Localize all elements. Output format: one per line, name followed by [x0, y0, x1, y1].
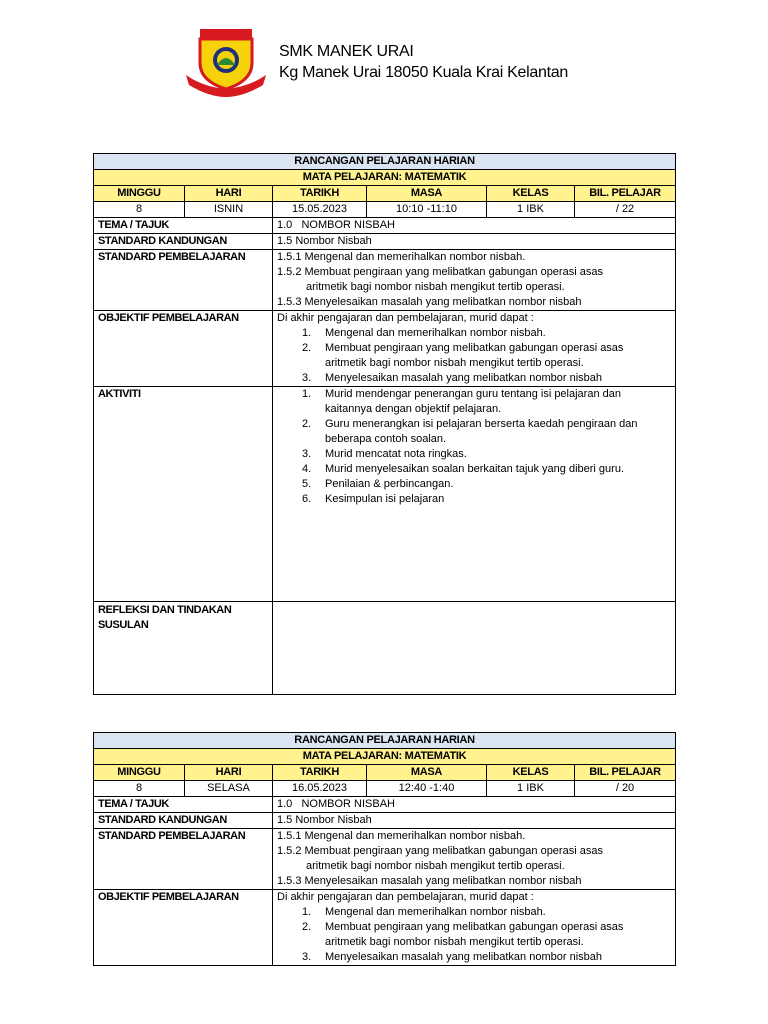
objektif-list — [273, 890, 676, 966]
aktiviti-item: 2. Guru menerangkan isi pelajaran berserta kaedah pengiraan dan — [302, 418, 638, 430]
lesson-plan-table-1 — [93, 153, 676, 695]
header-kelas: KELAS — [487, 186, 575, 202]
label-standard-pembelajaran: STANDARD PEMBELAJARAN — [94, 829, 273, 890]
label-tema: TEMA / TAJUK — [94, 218, 273, 234]
header-bil-pelajar: BIL. PELAJAR — [575, 765, 676, 781]
value-bil-pelajar: / 22 — [575, 202, 676, 218]
standard-pembelajaran-list — [273, 829, 676, 890]
header-minggu: MINGGU — [94, 765, 185, 781]
value-hari: SELASA — [185, 781, 273, 797]
label-tema: TEMA / TAJUK — [94, 797, 273, 813]
sp-item: 1.5.1 Mengenal dan memerihalkan nombor nisbah. — [277, 251, 526, 263]
plan-title: RANCANGAN PELAJARAN HARIAN — [94, 733, 676, 749]
aktiviti-item: beberapa contoh soalan. — [325, 433, 447, 445]
plan-title: RANCANGAN PELAJARAN HARIAN — [94, 154, 676, 170]
header-kelas: KELAS — [487, 765, 575, 781]
lesson-plan-table-2 — [93, 732, 676, 966]
objektif-list — [273, 311, 676, 387]
school-address: Kg Manek Urai 18050 Kuala Krai Kelantan — [279, 64, 568, 81]
school-logo — [183, 27, 269, 97]
school-name: SMK MANEK URAI — [279, 43, 414, 60]
objektif-item: 3. Menyelesaikan masalah yang melibatkan nombor nisbah — [302, 951, 602, 963]
value-tarikh: 16.05.2023 — [273, 781, 367, 797]
value-standard-kandungan: 1.5 Nombor Nisbah — [273, 234, 676, 250]
sp-item: 1.5.1 Mengenal dan memerihalkan nombor nisbah. — [277, 830, 526, 842]
aktiviti-item: 1. Murid mendengar penerangan guru tentang isi pelajaran dan — [302, 388, 621, 400]
objektif-item: 2. Membuat pengiraan yang melibatkan gabungan operasi asas — [302, 342, 624, 354]
header-masa: MASA — [367, 186, 487, 202]
standard-pembelajaran-list — [273, 250, 676, 311]
value-kelas: 1 IBK — [487, 781, 575, 797]
value-masa: 12:40 -1:40 — [367, 781, 487, 797]
label-standard-pembelajaran: STANDARD PEMBELAJARAN — [94, 250, 273, 311]
sp-item: 1.5.2 Membuat pengiraan yang melibatkan gabungan operasi asas — [277, 845, 603, 857]
aktiviti-item: kaitannya dengan objektif pelajaran. — [325, 403, 502, 415]
value-standard-kandungan: 1.5 Nombor Nisbah — [273, 813, 676, 829]
aktiviti-item: 4. Murid menyelesaikan soalan berkaitan tajuk yang diberi guru. — [302, 463, 625, 475]
header-hari: HARI — [185, 765, 273, 781]
plan-subject: MATA PELAJARAN: MATEMATIK — [94, 749, 676, 765]
sp-item: 1.5.3 Menyelesaikan masalah yang melibatkan nombor nisbah — [277, 875, 582, 887]
header-masa: MASA — [367, 765, 487, 781]
value-tarikh: 15.05.2023 — [273, 202, 367, 218]
value-tema: 1.0 NOMBOR NISBAH — [273, 218, 676, 234]
header-minggu: MINGGU — [94, 186, 185, 202]
value-masa: 10:10 -11:10 — [367, 202, 487, 218]
value-minggu: 8 — [94, 781, 185, 797]
objektif-item: 3. Menyelesaikan masalah yang melibatkan nombor nisbah — [302, 372, 602, 384]
aktiviti-list — [273, 387, 676, 602]
aktiviti-item: 3. Murid mencatat nota ringkas. — [302, 448, 467, 460]
label-objektif: OBJEKTIF PEMBELAJARAN — [94, 311, 273, 387]
header-tarikh: TARIKH — [273, 186, 367, 202]
label-standard-kandungan: STANDARD KANDUNGAN — [94, 813, 273, 829]
header-hari: HARI — [185, 186, 273, 202]
objektif-item: 1. Mengenal dan memerihalkan nombor nisbah. — [302, 906, 546, 918]
refleksi-field[interactable] — [273, 602, 676, 695]
value-bil-pelajar: / 20 — [575, 781, 676, 797]
label-refleksi: REFLEKSI DAN TINDAKAN SUSULAN — [94, 602, 273, 695]
aktiviti-item: 6. Kesimpulan isi pelajaran — [302, 493, 445, 505]
value-minggu: 8 — [94, 202, 185, 218]
value-kelas: 1 IBK — [487, 202, 575, 218]
header-bil-pelajar: BIL. PELAJAR — [575, 186, 676, 202]
value-hari: ISNIN — [185, 202, 273, 218]
school-header — [183, 27, 603, 97]
header-tarikh: TARIKH — [273, 765, 367, 781]
label-aktiviti: AKTIVITI — [94, 387, 273, 602]
aktiviti-item: 5. Penilaian & perbincangan. — [302, 478, 454, 490]
sp-item: 1.5.2 Membuat pengiraan yang melibatkan gabungan operasi asas — [277, 266, 603, 278]
sp-item: aritmetik bagi nombor nisbah mengikut tertib operasi. — [306, 860, 565, 872]
sp-item: aritmetik bagi nombor nisbah mengikut tertib operasi. — [306, 281, 565, 293]
objektif-item: aritmetik bagi nombor nisbah mengikut tertib operasi. — [325, 936, 584, 948]
objektif-item: 2. Membuat pengiraan yang melibatkan gabungan operasi asas — [302, 921, 624, 933]
plan-subject: MATA PELAJARAN: MATEMATIK — [94, 170, 676, 186]
objektif-intro: Di akhir pengajaran dan pembelajaran, murid dapat : — [277, 312, 534, 324]
label-standard-kandungan: STANDARD KANDUNGAN — [94, 234, 273, 250]
objektif-intro: Di akhir pengajaran dan pembelajaran, murid dapat : — [277, 891, 534, 903]
sp-item: 1.5.3 Menyelesaikan masalah yang melibatkan nombor nisbah — [277, 296, 582, 308]
label-objektif: OBJEKTIF PEMBELAJARAN — [94, 890, 273, 966]
objektif-item: aritmetik bagi nombor nisbah mengikut tertib operasi. — [325, 357, 584, 369]
objektif-item: 1. Mengenal dan memerihalkan nombor nisbah. — [302, 327, 546, 339]
value-tema: 1.0 NOMBOR NISBAH — [273, 797, 676, 813]
